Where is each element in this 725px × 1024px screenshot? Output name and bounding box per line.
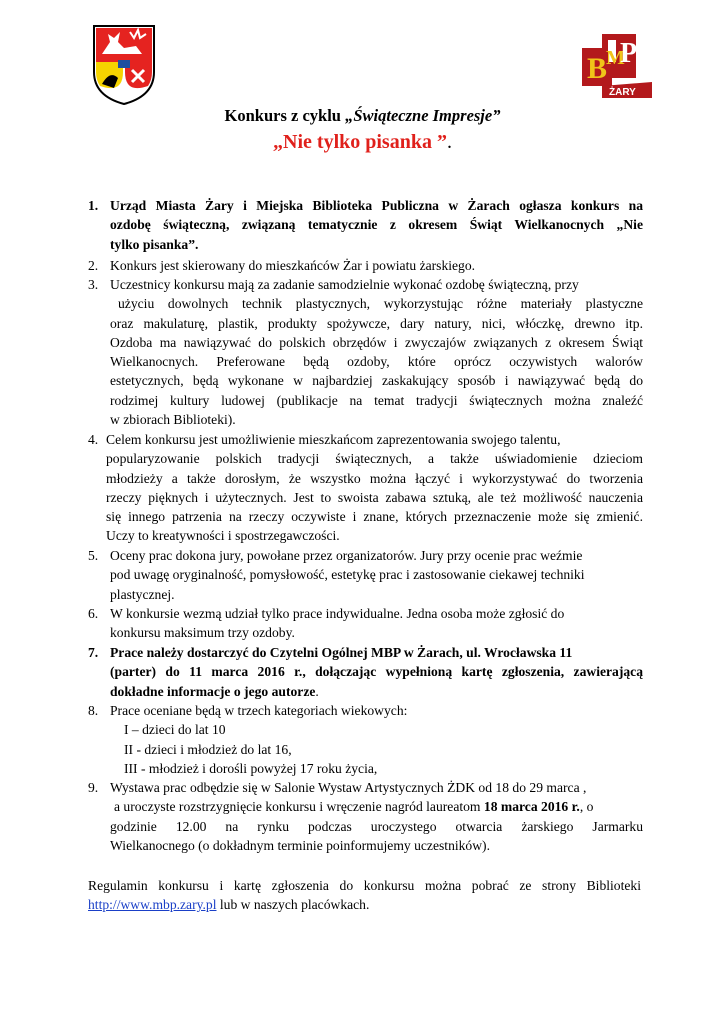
svg-text:B: B: [587, 52, 608, 85]
contest-name: „Nie tylko pisanka ”.: [273, 131, 452, 153]
document-title: Konkurs z cyklu „Świąteczne Impresje”: [224, 106, 501, 125]
svg-text:M: M: [606, 47, 625, 69]
mbp-zary-logo-icon: [572, 32, 654, 104]
coat-of-arms-icon: [92, 24, 156, 106]
svg-text:ŻARY: ŻARY: [609, 87, 636, 98]
library-website-link[interactable]: http://www.mbp.zary.pl: [88, 897, 217, 913]
footer-note: Regulamin konkursu i kartę zgłoszenia do konkursu można pobrać ze strony Biblioteki http://www.mbp.zary.pl lub w naszych placówkach.: [88, 878, 641, 913]
svg-text:P: P: [620, 38, 638, 69]
